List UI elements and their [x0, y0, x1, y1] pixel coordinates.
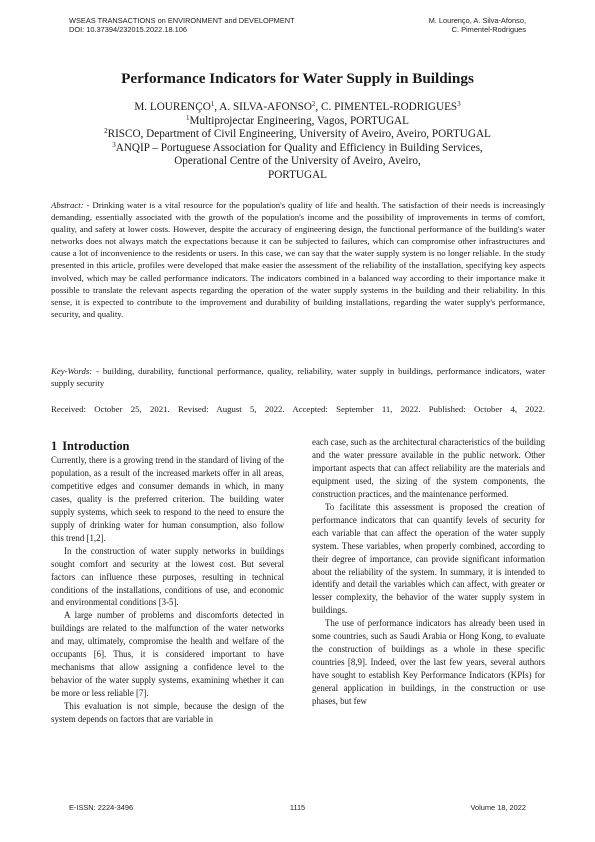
affiliation-3: $^3$ANQIP – Portuguese Association for Quality and Efficiency in Building Services,	[112, 140, 483, 154]
section-heading	[51, 439, 284, 453]
keywords-text: - building, durability, functional performance, quality, reliability, water supply in buildings, performance indicators, water supply security	[51, 366, 545, 389]
paragraph: To facilitate this assessment is proposed the creation of performance indicators that can quantify levels of security for each variable that can affect the operation of the water supply system. These variables, when properly combined, according to their degree of importance, can provide significant information about the reliability of the system. In summary, it is intended to identify and detail the variables which can affect, with greater or lesser complexity, the behavior of the water supply system in buildings.	[312, 501, 545, 616]
author-3-affil-mark: 3	[457, 100, 461, 108]
author-2-affil-mark: 2	[311, 100, 316, 108]
abstract-text: - Drinking water is a vital resource for the population's quality of life and health. The satisfaction of their needs is increasingly demanding, essentially associated with the growth of the population's income and the possibility of improvements in terms of comfort, quality, and safety at lower costs. However, despite the accuracy of engineering design, the functional performance of the building's water networks does not always match the expectations because it can be subjected to failures, which can compromise other infrastructures and cause a lot of inconvenience to the residents or users. In this case, we can say that the water supply system is no longer reliable. In the study presented in this article, profiles were developed that make easier the assessment of the reliability of the installation, specifying key aspects involved, which may be called performance indicators. The indicators combined in a balanced way according to their importance make it possible to translate the relevant aspects regarding the operation of the water supply systems in the building and their reliability. In this sense, it is expected to contribute to the improvement and durability of building installations, regarding the water supply's performance, security, and quality.	[51, 200, 545, 319]
publication-dates: Received: October 25, 2021. Revised: August 5, 2022. Accepted: September 11, 2022. Published: October 4, 2022.	[51, 404, 545, 414]
keywords	[51, 365, 545, 389]
author-block	[0, 101, 595, 183]
paper-title: Performance Indicators for Water Supply in Buildings	[121, 70, 474, 87]
footer-issn: E-ISSN: 2224-3496	[69, 803, 134, 812]
doi[interactable]: DOI: 10.37394/232015.2022.18.106	[69, 25, 187, 34]
left-column	[51, 439, 284, 726]
paragraph: each case, such as the architectural characteristics of the building and the water pressure available in the public network. Other important aspects that can affect reliability are the materials and equipment used, the sizing of the system components, the construction practices, and the maintenance performed.	[312, 437, 545, 499]
right-column	[312, 436, 545, 708]
author-list	[0, 101, 595, 115]
running-header-right	[429, 16, 526, 34]
keywords-label: Key-Words:	[51, 366, 93, 376]
page-number: 1115	[289, 803, 306, 812]
paragraph: In the construction of water supply networks in buildings sought comfort and security at the lowest cost. But several factors can influence these purposes, resulting in technical conditions of the installations, conditions of use, and economic and environmental conditions [3-5].	[51, 545, 284, 608]
affiliation-3-cont: Operational Centre of the University of Aveiro, Aveiro,	[174, 155, 421, 168]
affiliation-1: $^1$Multiprojectar Engineering, Vagos, PORTUGAL	[186, 113, 409, 127]
author-2: A. SILVA-AFONSO	[219, 101, 312, 113]
paragraph: Currently, there is a growing trend in the standard of living of the population, as a result of the increased markets offer in all areas, competitive edges and consumer demands in which, in many cases, quality is the preferred criterion. The building water supply systems, which seek to respond to the need to ensure the supply of drinking water for human consumption, also follow this trend [1,2].	[51, 455, 284, 543]
journal-name: WSEAS TRANSACTIONS on ENVIRONMENT and DEVELOPMENT	[69, 16, 295, 25]
affil-1-mark: 1	[186, 113, 190, 122]
author-separator: ,	[214, 101, 220, 113]
affiliation-2: $^2$RISCO, Department of Civil Engineering, University of Aveiro, Aveiro, PORTUGAL	[104, 127, 491, 141]
running-header-left	[69, 16, 295, 34]
author-3: C. PIMENTEL-RODRIGUES	[321, 101, 458, 113]
header-authors-line1: M. Lourenço, A. Silva-Afonso,	[428, 16, 526, 25]
paragraph: A large number of problems and discomforts detected in buildings are related to the malfunction of the water networks and may, ultimately, compromise the health and welfare of the occupants [6]. Thus, it is considered important to have mechanisms that allow assigning a confidence level to the behavior of the water supply systems, examining whether it can be more or less reliable [7].	[51, 610, 284, 699]
paragraph: This evaluation is not simple, because the design of the system depends on factors that are variable in	[51, 701, 284, 725]
footer-volume: Volume 18, 2022	[470, 803, 526, 812]
affil-3-mark: 3	[112, 140, 116, 149]
paragraph: The use of performance indicators has already been used in some countries, such as Saudi Arabia or Hong Kong, to evaluate the construction of buildings as a whole in these specific countries [8,9]. Indeed, over the last few years, several authors have sought to establish Key Performance Indicators (KPIs) for general application in buildings, in the construction or use phases, but few	[312, 618, 545, 707]
abstract-label: Abstract:	[51, 200, 84, 210]
affiliation-3-country: PORTUGAL	[268, 168, 327, 181]
abstract	[51, 199, 545, 320]
author-separator: ,	[315, 101, 322, 113]
section-title: Introduction	[62, 439, 130, 453]
section-number: 1	[51, 439, 58, 453]
header-authors-line2: C. Pimentel-Rodrigues	[451, 25, 526, 34]
author-1: M. LOURENÇO	[134, 101, 211, 113]
affil-2-mark: 2	[104, 127, 108, 136]
author-1-affil-mark: 1	[210, 100, 215, 108]
